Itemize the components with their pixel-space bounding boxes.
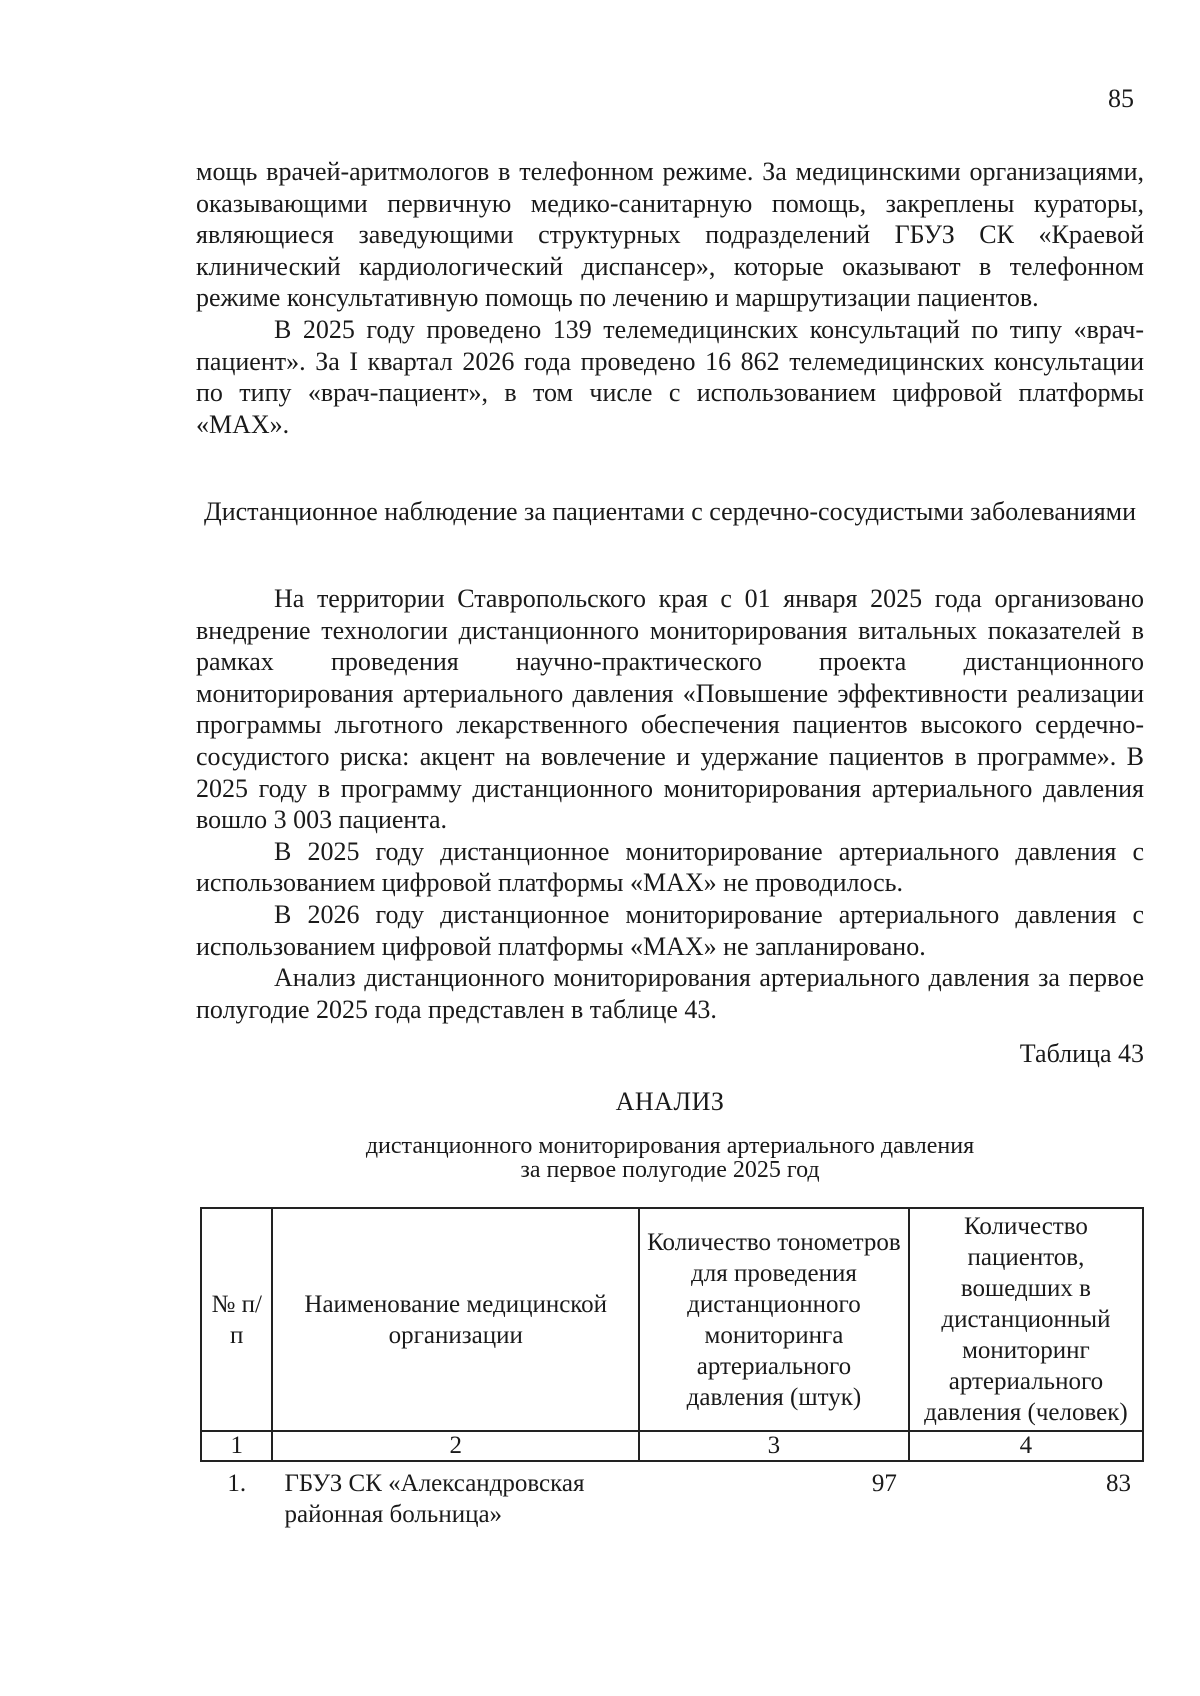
table-row [201,1461,1143,1532]
header-number: № п/п [201,1208,272,1431]
section-text [196,583,1144,1025]
table-label: Таблица 43 [1019,1039,1144,1068]
intro-text [196,156,1144,440]
column-number: 2 [272,1431,639,1461]
row-number: 1. [227,1470,247,1497]
column-number-row [201,1431,1143,1461]
column-number: 3 [639,1431,909,1461]
row-organization: ГБУЗ СК «Александровская районная больница» [284,1470,585,1528]
analysis-table [200,1207,1144,1532]
table-subtitle-line-2: за первое полугодие 2025 год [520,1157,820,1183]
section-heading: Дистанционное наблюдение за пациентами с сердечно-сосудистыми заболеваниями [203,497,1137,526]
section-paragraph-1: На территории Ставропольского края с 01 января 2025 года организовано внедрение технологии дистанционного мониторирования витальных показателей в рамках проведения научно-практического проекта дистанционного мониторирования артериального давления «Повышение эффективности реализации программы льготного лекарственного обеспечения пациентов высокого сердечно-сосудистого риска: акцент на вовлечение и удержание пациентов в программе». В 2025 году в программу дистанционного мониторирования артериального давления вошло 3 003 пациента. [196,584,1144,835]
section-paragraph-2: В 2025 году дистанционное мониторирование артериального давления с использованием цифровой платформы «МАХ» не проводилось. [196,836,1144,898]
header-patients: Количество пациентов, вошедших в дистанционный мониторинг артериального давления (человек) [909,1208,1143,1431]
column-number: 1 [201,1431,272,1461]
section-paragraph-3: В 2026 году дистанционное мониторирование артериального давления с использованием цифровой платформы «МАХ» не запланировано. [196,899,1144,961]
intro-paragraph-2: В 2025 году проведено 139 телемедицинских консультаций по типу «врач-пациент». За I квартал 2026 года проведено 16 862 телемедицинских консультации по типу «врач-пациент», в том числе с использованием цифровой платформы «МАХ». [196,314,1144,439]
column-number: 4 [909,1431,1143,1461]
table-subtitle [196,1134,1144,1182]
page-number: 85 [1108,84,1134,113]
intro-paragraph-1: мощь врачей-аритмологов в телефонном режиме. За медицинскими организациями, оказывающими первичную медико-санитарную помощь, закреплены кураторы, являющиеся заведующими структурных подразделений ГБУЗ СК «Краевой клинический кардиологический диспансер», которые оказывают в телефонном режиме консультативную помощь по лечению и маршрутизации пациентов. [196,157,1144,313]
table-header-row [201,1208,1143,1431]
header-tonometers: Количество тонометров для проведения дистанционного мониторинга артериального давления (штук) [639,1208,909,1431]
section-paragraph-4: Анализ дистанционного мониторирования артериального давления за первое полугодие 2025 года представлен в таблице 43. [196,963,1144,1024]
table-title: АНАЛИЗ [615,1087,725,1116]
row-tonometers: 97 [871,1470,897,1497]
header-organization: Наименование медицинской организации [272,1208,639,1431]
table-subtitle-line-1: дистанционного мониторирования артериального давления [365,1133,975,1159]
row-patients: 83 [1106,1470,1131,1497]
